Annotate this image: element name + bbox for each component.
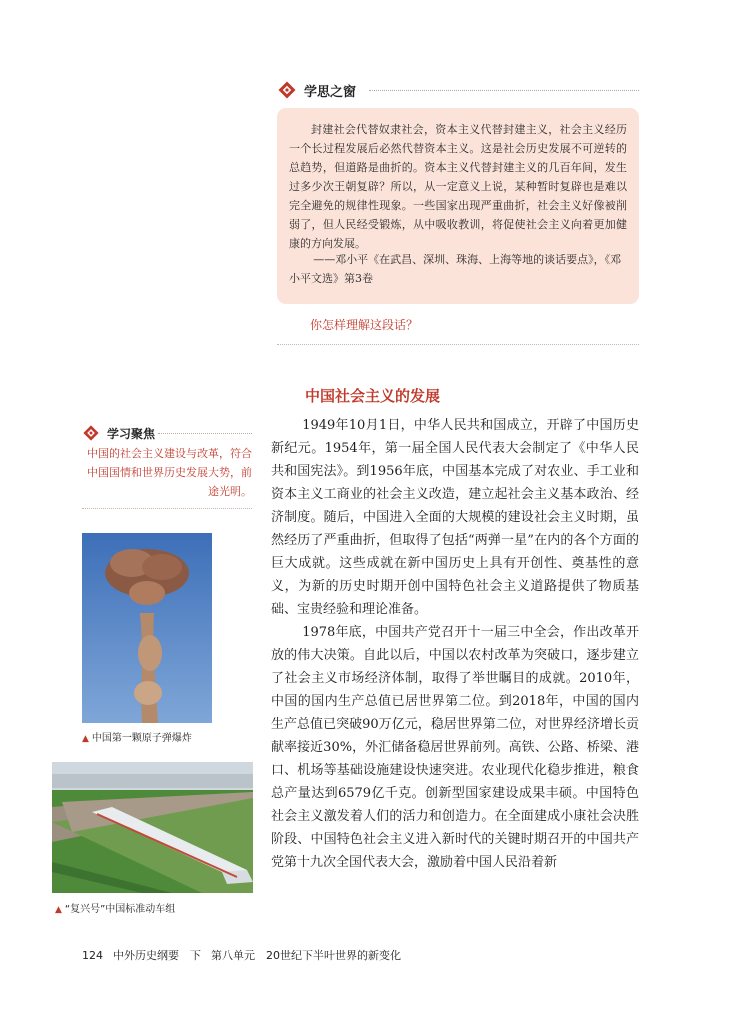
diamond-ornament-icon	[277, 80, 297, 100]
study-focus-header	[82, 424, 252, 442]
diamond-ornament-icon	[82, 424, 100, 442]
think-question: 你怎样理解这段话？	[310, 318, 419, 332]
divider	[82, 508, 252, 509]
photo2-caption-text: “复兴号”中国标准动车组	[64, 904, 176, 915]
unit-title: 第八单元 20世纪下半叶世界的新变化	[211, 949, 401, 962]
divider	[158, 433, 252, 434]
think-window-header	[277, 80, 639, 100]
book-title: 中外历史纲要 下	[113, 949, 201, 962]
quote-source: ——邓小平《在武昌、深圳、珠海、上海等地的谈话要点》，《邓小平文选》第3卷	[289, 253, 622, 285]
photo1-caption-text: 中国第一颗原子弹爆炸	[91, 733, 192, 744]
photo2-caption: ▲ “复兴号”中国标准动车组	[55, 904, 176, 915]
think-window-quote	[289, 120, 627, 253]
atomic-bomb-photo	[82, 533, 212, 723]
fuxing-train-photo	[52, 762, 253, 893]
page-footer	[82, 947, 411, 963]
think-window-box	[277, 108, 639, 304]
divider	[277, 344, 639, 345]
quote-paragraph: 封建社会代替奴隶社会，资本主义代替封建主义，社会主义经历一个长过程发展后必然代替资本主义。这是社会历史发展不可逆转的总趋势，但道路是曲折的。资本主义代替封建主义的几百年间，发生过多少次王朝复辟？所以，从一定意义上说，某种暂时复辟也是难以完全避免的规律性现象。一些国家出现严重曲折，社会主义好像被削弱了，但人民经受锻炼，从中吸收教训，将促使社会主义向着更加健康的方向发展。	[289, 123, 627, 250]
study-focus-title: 学习聚焦	[107, 427, 156, 441]
photo1-caption: ▲ 中国第一颗原子弹爆炸	[82, 733, 192, 744]
body-paragraph: 1949年10月1日，中华人民共和国成立，开辟了中国历史新纪元。1954年，第一届全国人民代表大会制定了《中华人民共和国宪法》。到1956年底，中国基本完成了对农业、手工业和资本主义工商业的社会主义改造，建立起社会主义基本政治、经济制度。随后，中国进入全面的大规模的建设社会主义时期，虽然经历了严重曲折，但取得了包括“两弹一星”在内的各个方面的巨大成就。这些成就在新中国历史上具有开创性、奠基性的意义，为新的历史时期开创中国特色社会主义道路提供了物质基础、宝贵经验和理论准备。	[271, 418, 639, 617]
study-focus-text: 中国的社会主义建设与改革，符合中国国情和世界历史发展大势，前途光明。	[87, 447, 252, 498]
section-heading: 中国社会主义的发展	[305, 387, 441, 405]
think-window-title: 学思之窗	[304, 85, 357, 100]
divider	[369, 90, 639, 91]
body-paragraph: 1978年底，中国共产党召开十一届三中全会，作出改革开放的伟大决策。自此以后，中国以农村改革为突破口，逐步建立了社会主义市场经济体制，取得了举世瞩目的成就。2010年，中国的国内生产总值已居世界第二位。到2018年，中国的国内生产总值已突破90万亿元，稳居世界第二位，对世界经济增长贡献率接近30%，外汇储备稳居世界前列。高铁、公路、桥梁、港口、机场等基础设施建设快速突进。农业现代化稳步推进，粮食总产量达到6579亿千克。创新型国家建设成果丰硕。中国特色社会主义激发着人们的活力和创造力。在全面建成小康社会决胜阶段、中国特色社会主义进入新时代的关键时期召开的中国共产党第十九次全国代表大会，激励着中国人民沿着新	[271, 625, 639, 870]
page-number: 124	[82, 949, 103, 962]
main-body-text	[271, 414, 639, 874]
